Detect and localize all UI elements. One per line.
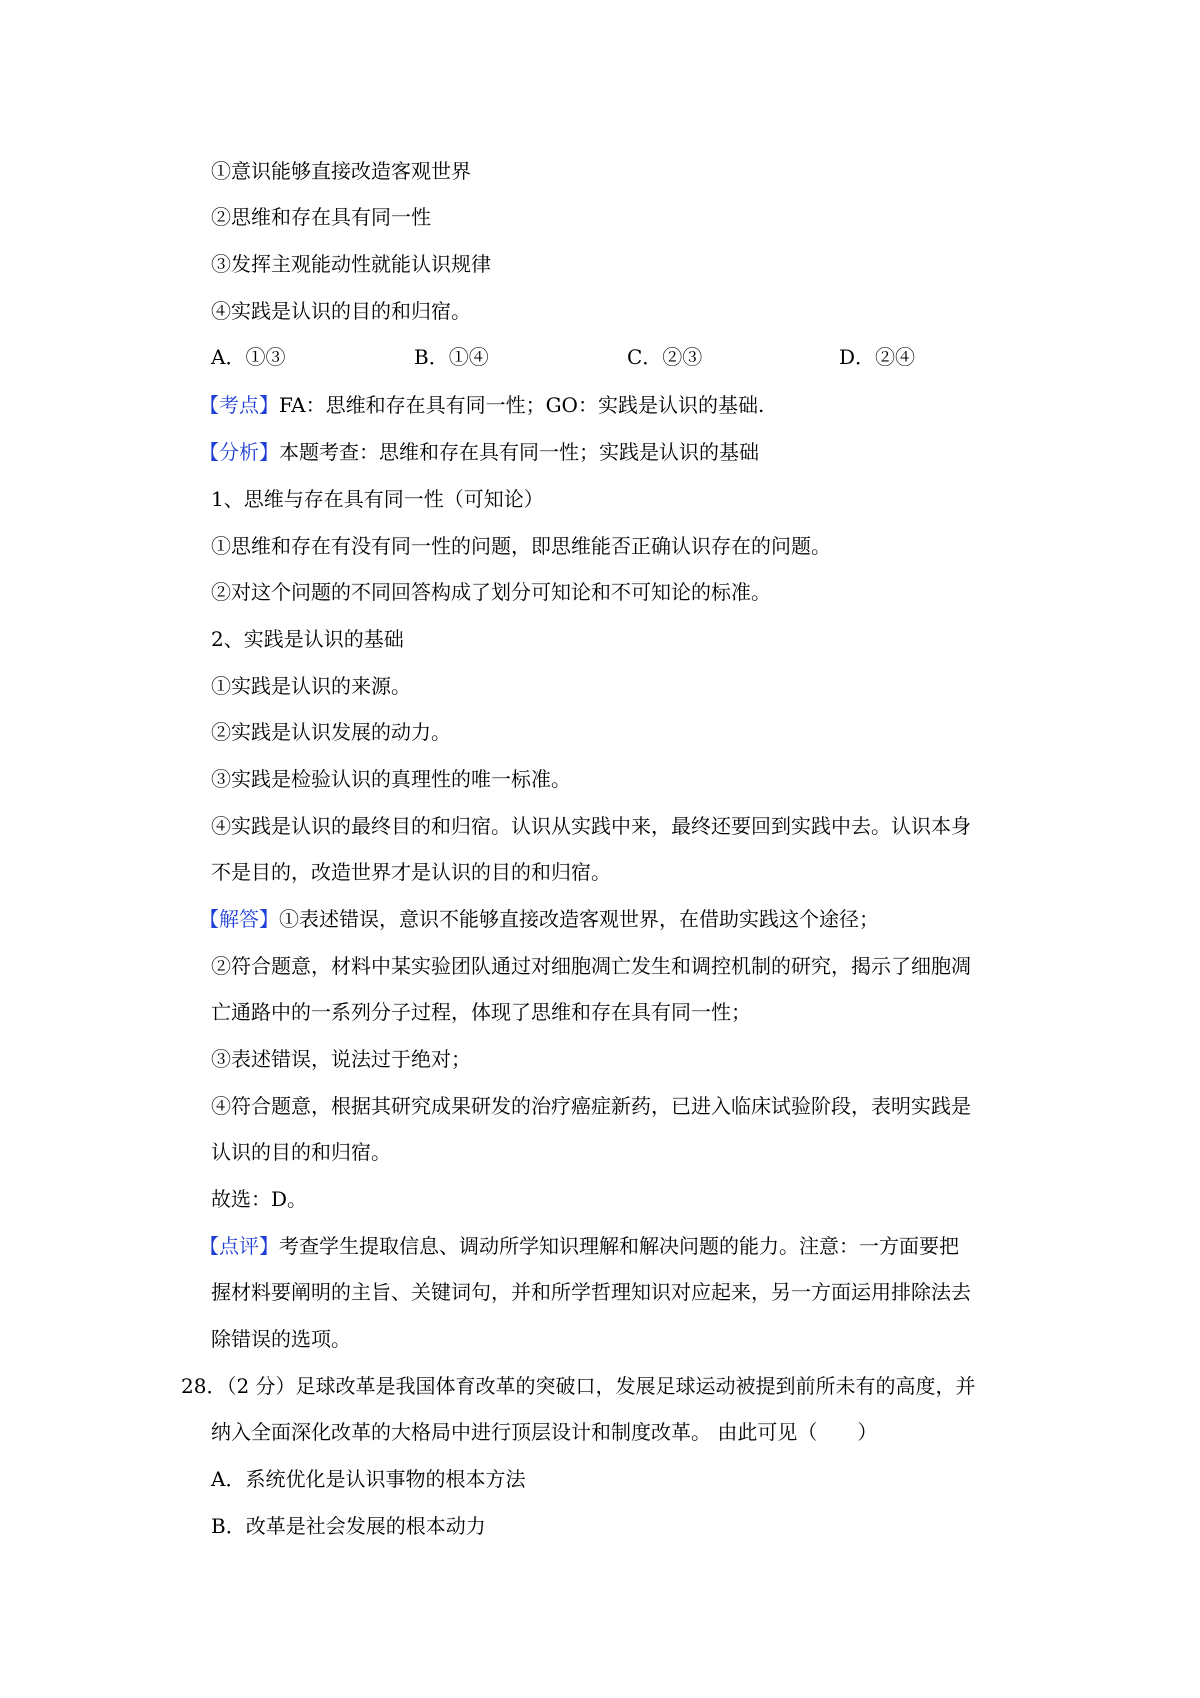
fenxi-line-3: ②对这个问题的不同回答构成了划分可知论和不可知论的标准。 [211, 580, 771, 604]
jieda-line-3: ③表述错误，说法过于绝对； [211, 1047, 471, 1071]
jieda-line-6: 故选：D。 [211, 1187, 308, 1211]
answer-options [211, 343, 971, 371]
option-b: B．①④ [414, 345, 489, 369]
question-28-option-a: A．系统优化是认识事物的根本方法 [211, 1467, 526, 1491]
fenxi-line-7: ③实践是检验认识的真理性的唯一标准。 [211, 767, 571, 791]
jieda-line-2: 亡通路中的一系列分子过程，体现了思维和存在具有同一性； [211, 1000, 751, 1024]
fenxi-line [199, 438, 759, 466]
fenxi-line-1: 1、思维与存在具有同一性（可知论） [211, 487, 544, 511]
jieda-tag: 【解答】 [199, 907, 279, 931]
fenxi-text: 本题考查：思维和存在具有同一性；实践是认识的基础 [279, 440, 759, 464]
question-28-option-b: B．改革是社会发展的根本动力 [211, 1514, 486, 1538]
option-d: D．②④ [839, 345, 916, 369]
dianping-tag: 【点评】 [199, 1234, 279, 1258]
dianping-text: 考查学生提取信息、调动所学知识理解和解决问题的能力。注意：一方面要把 [279, 1234, 959, 1258]
fenxi-line-4: 2、实践是认识的基础 [211, 627, 404, 651]
jieda-line [199, 905, 879, 933]
fenxi-line-5: ①实践是认识的来源。 [211, 674, 411, 698]
fenxi-line-2: ①思维和存在有没有同一性的问题，即思维能否正确认识存在的问题。 [211, 534, 831, 558]
fenxi-line-6: ②实践是认识发展的动力。 [211, 720, 451, 744]
fenxi-tag: 【分析】 [199, 440, 279, 464]
fenxi-line-8: ④实践是认识的最终目的和归宿。认识从实践中来，最终还要回到实践中去。认识本身 [211, 814, 971, 838]
kaodian-text: FA：思维和存在具有同一性；GO：实践是认识的基础. [279, 393, 765, 417]
fenxi-line-9: 不是目的，改造世界才是认识的目的和归宿。 [211, 860, 611, 884]
dianping-line-2: 除错误的选项。 [211, 1327, 351, 1351]
option-a: A．①③ [211, 345, 286, 369]
question-28-stem-1: 28．（2 分）足球改革是我国体育改革的突破口，发展足球运动被提到前所未有的高度，并 [181, 1374, 976, 1398]
jieda-line-4: ④符合题意，根据其研究成果研发的治疗癌症新药，已进入临床试验阶段，表明实践是 [211, 1094, 971, 1118]
statement-4: ④实践是认识的目的和归宿。 [211, 299, 471, 323]
statement-1: ①意识能够直接改造客观世界 [211, 159, 471, 183]
kaodian-line [199, 391, 764, 419]
dianping-line [199, 1232, 959, 1260]
jieda-line-5: 认识的目的和归宿。 [211, 1140, 391, 1164]
question-28-stem-2: 纳入全面深化改革的大格局中进行顶层设计和制度改革。 由此可见（ ） [211, 1420, 878, 1444]
option-c: C．②③ [627, 345, 703, 369]
dianping-line-1: 握材料要阐明的主旨、关键词句，并和所学哲理知识对应起来，另一方面运用排除法去 [211, 1280, 971, 1304]
jieda-text: ①表述错误，意识不能够直接改造客观世界，在借助实践这个途径； [279, 907, 879, 931]
jieda-line-1: ②符合题意，材料中某实验团队通过对细胞凋亡发生和调控机制的研究，揭示了细胞凋 [211, 954, 971, 978]
statement-3: ③发挥主观能动性就能认识规律 [211, 252, 491, 276]
statement-2: ②思维和存在具有同一性 [211, 205, 431, 229]
kaodian-tag: 【考点】 [199, 393, 279, 417]
